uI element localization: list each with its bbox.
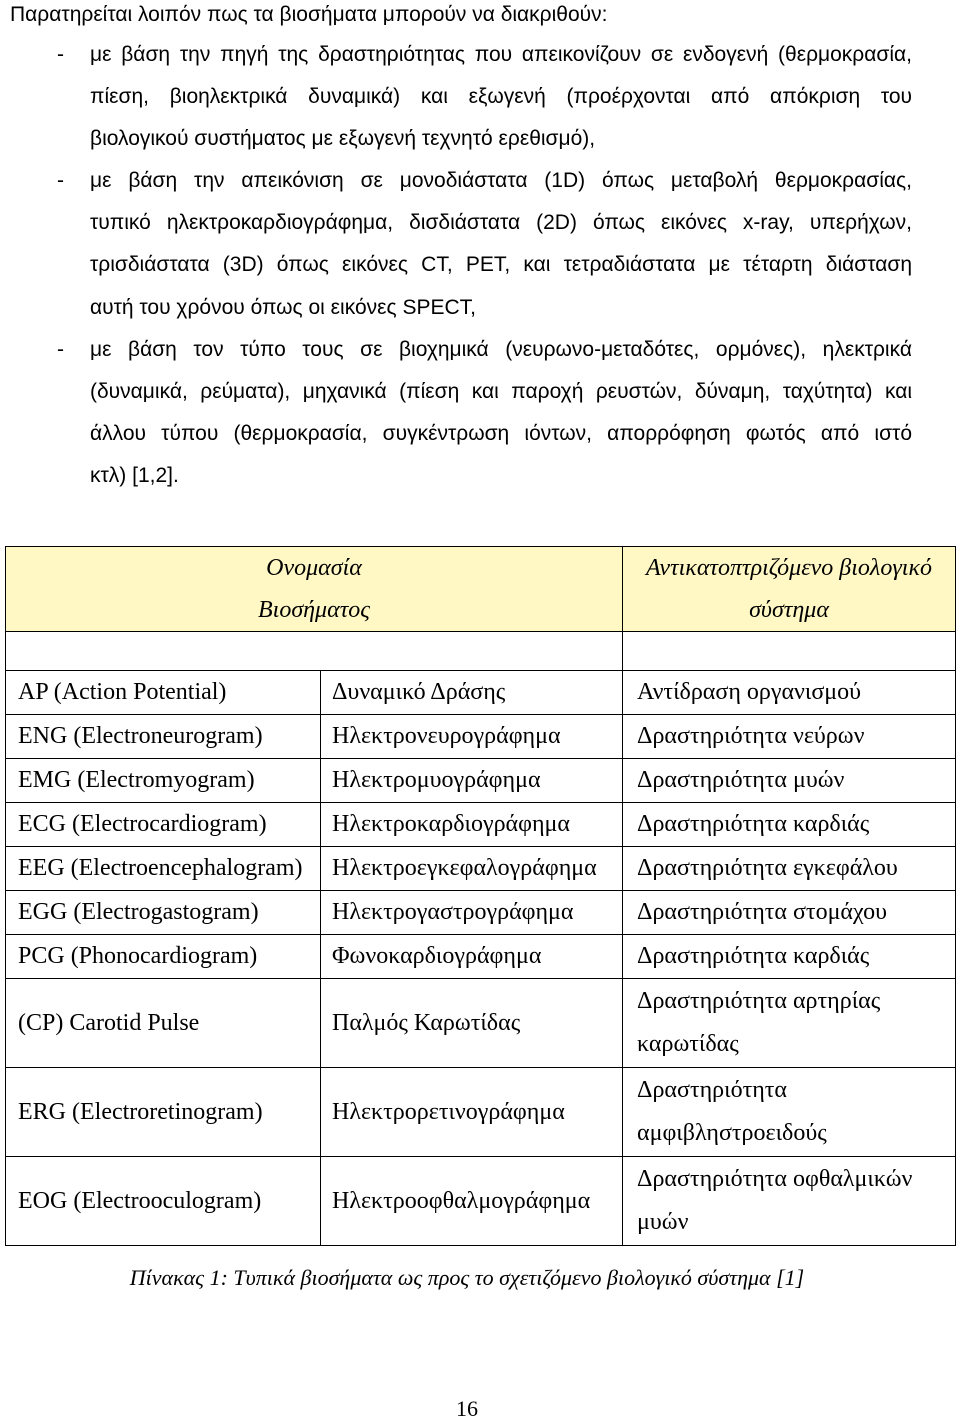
biosignals-table — [5, 546, 956, 1246]
signal-cell: (CP) Carotid Pulse — [6, 979, 321, 1068]
bullet-line: πίεση, βιοηλεκτρικά δυναμικά) και εξωγενή (προέρχονται από απόκριση του — [90, 85, 912, 109]
greek-name-cell: Ηλεκτρορετινογράφημα — [321, 1068, 623, 1157]
greek-name-cell: Φωνοκαρδιογράφημα — [321, 935, 623, 979]
system-cell: Δραστηριότητα στομάχου — [623, 891, 956, 935]
system-cell: Δραστηριότητα νεύρων — [623, 715, 956, 759]
bullet-line: αυτή του χρόνου όπως οι εικόνες SPECT, — [90, 295, 476, 319]
greek-name-cell: Παλμός Καρωτίδας — [321, 979, 623, 1068]
bullet-list — [0, 34, 960, 497]
bullet-item — [0, 34, 960, 160]
signal-cell: ENG (Electroneurogram) — [6, 715, 321, 759]
signal-cell: PCG (Phonocardiogram) — [6, 935, 321, 979]
signal-cell: ERG (Electroretinogram) — [6, 1068, 321, 1157]
table-row — [6, 715, 956, 759]
table-row — [6, 1068, 956, 1157]
header-biological-system — [623, 547, 956, 632]
greek-name-cell: Ηλεκτρονευρογράφημα — [321, 715, 623, 759]
signal-cell: EMG (Electromyogram) — [6, 759, 321, 803]
table-row — [6, 847, 956, 891]
signal-cell: EGG (Electrogastogram) — [6, 891, 321, 935]
bullet-line: με βάση την πηγή της δραστηριότητας που απεικονίζουν σε ενδογενή (θερμοκρασία, — [90, 43, 912, 66]
bullet-item — [0, 329, 960, 497]
bullet-dash: - — [57, 337, 64, 361]
system-cell: Δραστηριότητα αμφιβληστροειδούς — [623, 1068, 956, 1157]
table-row — [6, 935, 956, 979]
header-line: Ονομασία — [266, 555, 362, 581]
system-cell: Δραστηριότητα μυών — [623, 759, 956, 803]
empty-cell — [623, 632, 956, 671]
header-signal-name — [6, 547, 623, 632]
greek-name-cell: Ηλεκτροοφθαλμογράφημα — [321, 1157, 623, 1246]
signal-cell: EOG (Electrooculogram) — [6, 1157, 321, 1246]
table-row — [6, 671, 956, 715]
header-line: σύστημα — [749, 597, 829, 623]
table-spacer-row — [6, 632, 956, 671]
bullet-line: με βάση τον τύπο τους σε βιοχημικά (νευρωνο-μεταδότες, ορμόνες), ηλεκτρικά — [90, 337, 912, 361]
header-line: Αντικατοπτριζόμενο βιολογικό — [646, 555, 932, 581]
bullet-line: κτλ) [1,2]. — [90, 463, 179, 487]
bullet-line: τυπικό ηλεκτροκαρδιογράφημα, δισδιάστατα (2D) όπως εικόνες x-ray, υπερήχων, — [90, 211, 912, 235]
bullet-line: βιολογικού συστήματος με εξωγενή τεχνητό ερεθισμό), — [90, 127, 596, 151]
table-row — [6, 803, 956, 847]
table-row — [6, 891, 956, 935]
bullet-line: άλλου τύπου (θερμοκρασία, συγκέντρωση ιόντων, απορρόφηση φωτός από ιστό — [90, 421, 912, 445]
signal-cell: ECG (Electrocardiogram) — [6, 803, 321, 847]
bullet-line: με βάση την απεικόνιση σε μονοδιάστατα (1D) όπως μεταβολή θερμοκρασίας, — [90, 169, 912, 193]
system-cell: Δραστηριότητα καρδιάς — [623, 935, 956, 979]
table-header-row — [6, 547, 956, 632]
greek-name-cell: Ηλεκτροεγκεφαλογράφημα — [321, 847, 623, 891]
page-number: 16 — [456, 1396, 478, 1421]
empty-cell — [6, 632, 623, 671]
table-row — [6, 979, 956, 1068]
intro-paragraph: Παρατηρείται λοιπόν πως τα βιοσήματα μπορούν να διακριθούν: — [10, 3, 608, 26]
signal-cell: AP (Action Potential) — [6, 671, 321, 715]
system-cell: Αντίδραση οργανισμού — [623, 671, 956, 715]
bullet-item — [0, 160, 960, 328]
system-cell: Δραστηριότητα αρτηρίας καρωτίδας — [623, 979, 956, 1068]
signal-cell: EEG (Electroencephalogram) — [6, 847, 321, 891]
bullet-dash: - — [57, 169, 64, 193]
greek-name-cell: Ηλεκτρογαστρογράφημα — [321, 891, 623, 935]
header-line: Βιοσήματος — [257, 597, 371, 623]
system-cell: Δραστηριότητα οφθαλμικών μυών — [623, 1157, 956, 1246]
greek-name-cell: Ηλεκτρομυογράφημα — [321, 759, 623, 803]
table-row — [6, 759, 956, 803]
bullet-dash: - — [57, 43, 64, 66]
table-row — [6, 1157, 956, 1246]
greek-name-cell: Ηλεκτροκαρδιογράφημα — [321, 803, 623, 847]
system-cell: Δραστηριότητα καρδιάς — [623, 803, 956, 847]
greek-name-cell: Δυναμικό Δράσης — [321, 671, 623, 715]
bullet-line: τρισδιάστατα (3D) όπως εικόνες CT, PET, και τετραδιάστατα με τέταρτη διάσταση — [90, 253, 912, 277]
table-caption: Πίνακας 1: Τυπικά βιοσήματα ως προς το σχετιζόμενο βιολογικό σύστημα [1] — [129, 1265, 805, 1290]
bullet-line: (δυναμικά, ρεύματα), μηχανικά (πίεση και παροχή ρευστών, δύναμη, ταχύτητα) και — [90, 379, 912, 403]
system-cell: Δραστηριότητα εγκεφάλου — [623, 847, 956, 891]
